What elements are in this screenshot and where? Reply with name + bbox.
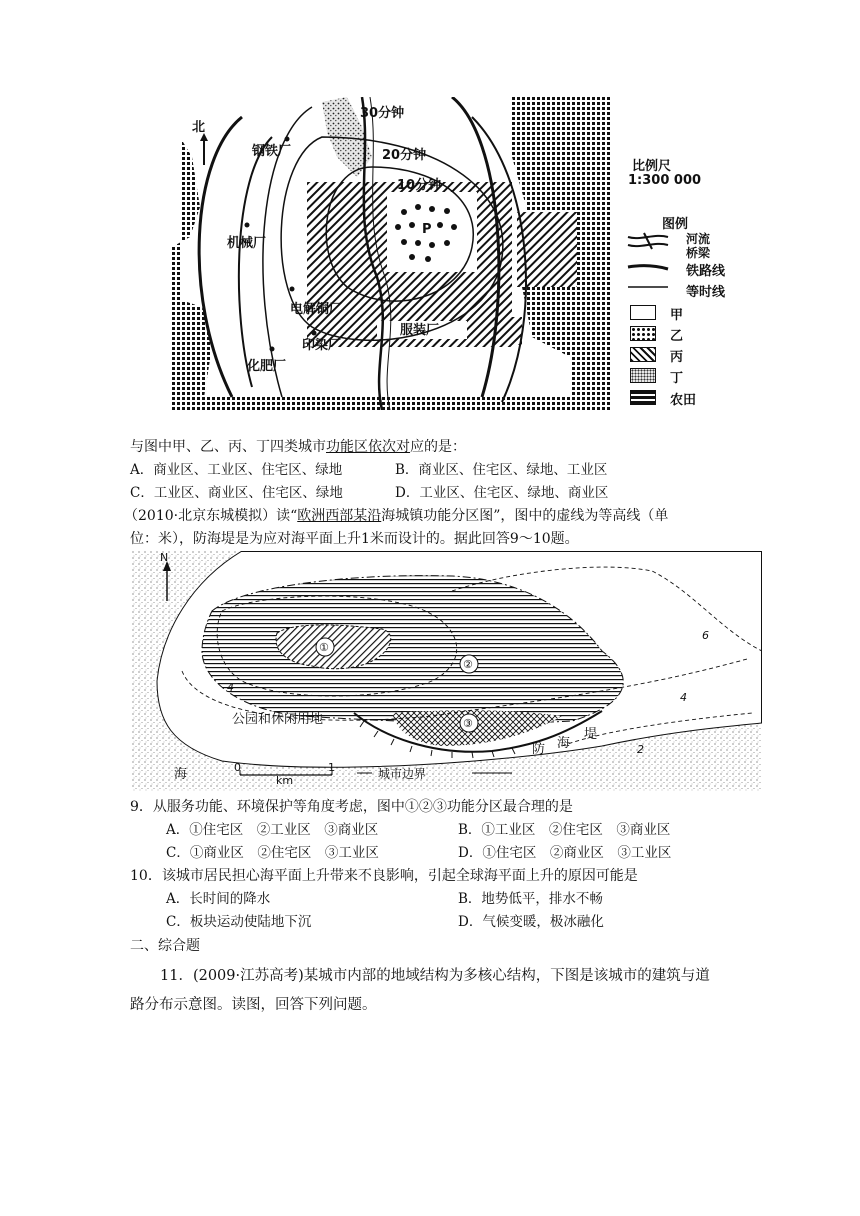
- legend-bridge: 桥梁: [686, 246, 711, 260]
- scale-one: 1: [328, 761, 335, 774]
- factory-copper: 电解铜厂: [290, 302, 343, 317]
- dike-label-2: 海: [557, 736, 571, 751]
- swatch-jia: [630, 305, 656, 320]
- scale-value: 1:300 000: [628, 173, 702, 188]
- north-label: 北: [192, 120, 206, 135]
- q10-stem: 10．该城市居民担心海平面上升带来不良影响，引起全球海平面上升的原因可能是: [130, 868, 638, 884]
- factory-fertilizer: 化肥厂: [247, 359, 287, 374]
- map-legend: [620, 97, 770, 410]
- q8-option-b: B．商业区、住宅区、绿地、工业区: [395, 462, 608, 478]
- north-label-map2: N: [160, 551, 169, 564]
- scale-unit: km: [276, 774, 294, 787]
- legend-river: 河流: [686, 232, 711, 246]
- isochrone-line-icon: [626, 283, 670, 291]
- rail-line-icon: [626, 263, 670, 273]
- city-function-map: [172, 97, 612, 410]
- legend-ding: 丁: [670, 371, 684, 386]
- isochrone-label-20: 20分钟: [382, 148, 427, 163]
- contour-4b: 4: [227, 681, 234, 694]
- factory-dyeing: 印染厂: [302, 338, 342, 353]
- section-heading: 二、综合题: [130, 938, 200, 954]
- factory-machinery: 机械厂: [227, 236, 267, 251]
- river-bridge-icon: [626, 231, 670, 255]
- swatch-ding: [630, 368, 656, 383]
- legend-bing: 丙: [670, 350, 684, 365]
- q8-option-d: D．工业区、住宅区、绿地、商业区: [395, 485, 609, 501]
- q9-option-c: C．①商业区 ②住宅区 ③工业区: [166, 845, 379, 861]
- intro-line-1: （2010·北京东城模拟）读“欧洲西部某沿海城镇功能分区图”，图中的虚线为等高线（单: [124, 508, 669, 524]
- q8-stem: 与图中甲、乙、丙、丁四类城市功能区依次对应的是：: [130, 439, 466, 455]
- legend-title: 图例: [662, 217, 689, 232]
- isochrone-label-10: 10分钟: [397, 178, 442, 193]
- swatch-bing: [630, 347, 656, 362]
- q10-option-d: D．气候变暖，极冰融化: [458, 914, 604, 930]
- zone-3-label: ③: [463, 717, 473, 730]
- center-label: P: [422, 222, 432, 237]
- scale-title: 比例尺: [632, 159, 672, 174]
- q11-line-2: 路分布示意图。读图，回答下列问题。: [130, 997, 377, 1013]
- q8-option-a: A．商业区、工业区、住宅区、绿地: [130, 462, 343, 478]
- isochrone-label-30: 30分钟: [360, 106, 405, 121]
- boundary-label: 城市边界: [378, 767, 427, 781]
- q8-option-c: C．工业区、商业区、住宅区、绿地: [130, 485, 343, 501]
- q9-stem: 9．从服务功能、环境保护等角度考虑，图中①②③功能分区最合理的是: [130, 799, 573, 815]
- q11-line-1: 11．(2009·江苏高考)某城市内部的地域结构为多核心结构，下图是该城市的建筑与道: [160, 968, 710, 984]
- legend-rail: 铁路线: [686, 264, 726, 279]
- q10-option-b: B．地势低平，排水不畅: [458, 891, 603, 907]
- legend-yi: 乙: [670, 329, 684, 344]
- q9-option-a: A．①住宅区 ②工业区 ③商业区: [166, 822, 379, 838]
- dike-label-3: 堤: [584, 727, 598, 742]
- legend-jia: 甲: [670, 308, 684, 323]
- q10-option-c: C．板块运动使陆地下沉: [166, 914, 312, 930]
- swatch-farm: [630, 390, 656, 405]
- q9-option-b: B．①工业区 ②住宅区 ③商业区: [458, 822, 671, 838]
- intro-line-2: 位：米），防海堤是为应对海平面上升1米而设计的。据此回答9～10题。: [130, 531, 579, 547]
- swatch-yi: [630, 326, 656, 341]
- q9-option-d: D．①住宅区 ②商业区 ③工业区: [458, 845, 672, 861]
- contour-2: 2: [637, 743, 644, 756]
- coastal-town-map: [132, 551, 762, 791]
- legend-isochrone: 等时线: [686, 285, 726, 300]
- q10-option-a: A．长时间的降水: [166, 891, 271, 907]
- scale-zero: 0: [234, 761, 241, 774]
- zone-2-label: ②: [463, 658, 473, 671]
- factory-garment: 服装厂: [400, 323, 440, 338]
- zone-1-label: ①: [319, 641, 329, 654]
- sea-label: 海: [174, 767, 188, 782]
- legend-farm: 农田: [670, 393, 697, 408]
- dike-label-1: 防: [532, 742, 546, 757]
- contour-4a: 4: [680, 691, 687, 704]
- factory-steel: 钢铁厂: [252, 144, 292, 159]
- park-label: 公园和休闲用地: [232, 712, 324, 727]
- contour-6: 6: [702, 629, 709, 642]
